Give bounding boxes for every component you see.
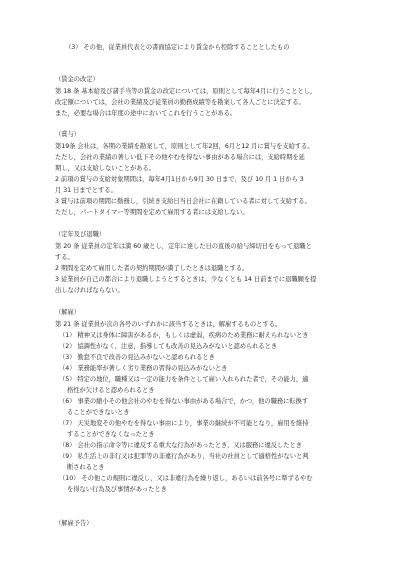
section-heading-retirement: （定年及び退職）: [55, 231, 105, 238]
article-20-line-3: 2 期間を定めて雇用した者の契約期間が満了したときは退職とする。: [55, 265, 249, 272]
section-heading-dismissal: （解雇）: [55, 309, 80, 316]
article-19-line-5: 月 31 日までとする。: [55, 187, 117, 194]
dismissal-item-6-line-2: ることができないとき: [67, 409, 130, 416]
article-19-line-4: 2 前項の賞与の支給対象期間は，毎年4月1日から9月 30 日まで，及び 10 月 1 日から 3: [55, 176, 304, 183]
dismissal-item-5-line-2: 格性が欠けると認められるとき: [67, 387, 155, 394]
section-heading-dismissal-notice: （解雇予告）: [55, 520, 93, 527]
section-heading-bonus: （賞与）: [55, 131, 80, 138]
dismissal-item-4: （4） 業務能率が著しく劣り業務の習得の見込みがないとき: [59, 365, 228, 372]
article-20-line-4: 3 従業員が自己の都合により退職しようとするときは，少なくとも 14 日前までに退職願を提: [55, 276, 317, 283]
dismissal-item-5-line-1: （5） 特定の地位，職種又は一定の能力を条件として雇い入れられた者で，その能力，適: [59, 376, 309, 383]
article-21-line-1: 第 21 条 従業員が次の各号のいずれかに該当するときは，解雇するものとする。: [55, 321, 282, 328]
article-19-line-2: ただし，会社の業績の著しい低下その他やむを得ない事由がある場合には，支給時期を延: [55, 154, 305, 161]
article-18-line-3: また，必要な場合は年度の途中においてこれを行うことがある。: [55, 110, 237, 117]
article-20-line-2: する。: [55, 254, 74, 261]
article-18-line-1: 第 18 条 基本給及び諸手当等の賃金の改定については，原則として毎年4月に行うこととし，: [55, 88, 317, 95]
dismissal-item-1: （1） 精神又は身体に障害があるか，もしくは虚弱，疾病のため業務に耐えられないとき: [59, 332, 309, 339]
article-19-line-3: 期し，又は支給しないことがある。: [55, 165, 155, 172]
dismissal-item-10-line-2: を得ない行為及び事情があったとき: [67, 486, 167, 493]
dismissal-item-8: （8） 会社の指示命令等に違反する重大な行為があったとき，又は服務に違反したとき: [59, 442, 302, 449]
dismissal-item-9-line-1: （9） 私生活上の非行又は犯罪等の非違行為があり，当社の社員として適格性がないと判: [59, 453, 309, 460]
article-20-line-5: 出しなければならない。: [55, 287, 124, 294]
clause-item-3: （3） その他，従業員代表との書面協定により賃金から控除することとしたもの: [65, 44, 290, 51]
article-19-line-1: 第19条 会社は，各期の業績を勘案して，原則として年2回，6月と12 月に賞与を支給する。: [55, 143, 314, 150]
section-heading-wage-revision: （賃金の改定）: [55, 76, 99, 83]
dismissal-item-3: （3） 勤怠不良で改善の見込みがないと認められるとき: [59, 354, 215, 361]
dismissal-item-6-line-1: （6） 事業の縮小その他会社のやむを得ない事由がある場合で，かつ，他の職務に転換す: [59, 398, 309, 405]
dismissal-item-10-line-1: （10） その他この規則に違反し，又は非違行為を繰り返し，あるいは前各号に準ずるやむ: [59, 475, 313, 482]
dismissal-item-7-line-1: （7） 天災地変その他やむを得ない事由により，事業の継続が不可能となり，雇用を維持: [59, 420, 309, 427]
article-20-line-1: 第 20 条 従業員の定年は満 60 歳とし，定年に達した日の直後の給与締切日をもって退職と: [55, 243, 312, 250]
article-18-line-2: 改定額については，会社の業績及び従業員の勤務成績等を勘案して各人ごとに決定する。: [55, 99, 305, 106]
article-19-line-7: ただし，パートタイマー等期間を定めて雇用する者には支給しない。: [55, 209, 249, 216]
dismissal-item-2: （2） 協調性がなく，注意，指導しても改善の見込みがないと認められるとき: [59, 343, 278, 350]
dismissal-item-9-line-2: 断されるとき: [67, 464, 105, 471]
article-19-line-6: 3 賞与は前項の期間に勤務し，引続き支給日当日会社に在籍している者に対して支給する。: [55, 198, 311, 205]
dismissal-item-7-line-2: することができなくなったとき: [67, 431, 155, 438]
